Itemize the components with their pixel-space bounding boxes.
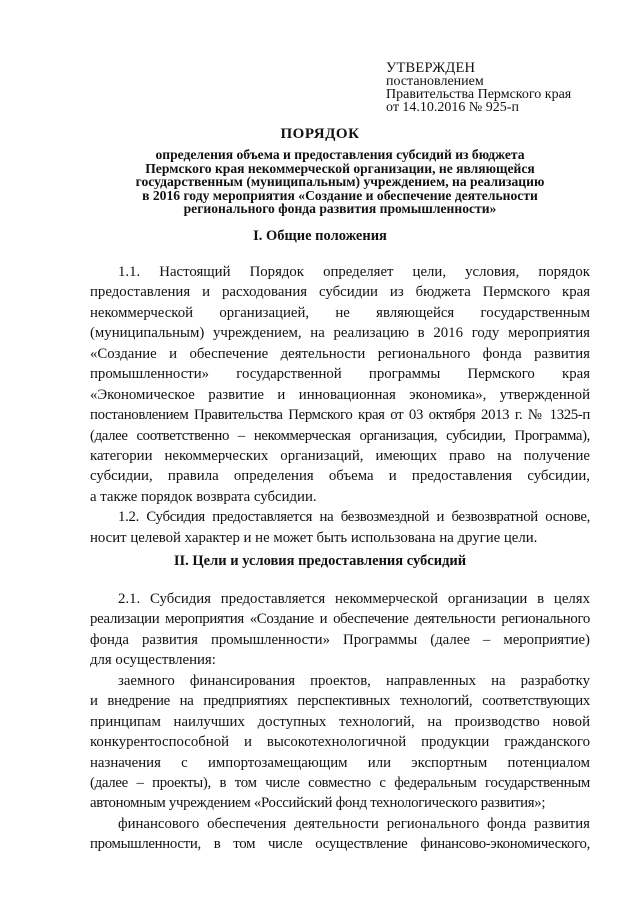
paragraph-line: промышленности» государственной программы Пермского края (90, 366, 590, 383)
paragraph-line: некоммерческой организацией, не являющейся государственным (90, 304, 590, 321)
subtitle-line: определения объема и предоставления субсидий из бюджета (155, 147, 525, 162)
subtitle-line: Пермского края некоммерческой организации, не являющейся (145, 160, 535, 176)
approval-line: от 14.10.2016 № 925-п (386, 100, 519, 115)
paragraph-line: категории некоммерческих организаций, имеющих право на получение (90, 447, 590, 464)
paragraph-line: заемного финансирования проектов, направленных на разработку (118, 672, 590, 689)
document-subtitle (90, 148, 590, 216)
subtitle-line: регионального фонда развития промышленности» (183, 201, 497, 217)
paragraph-line: для осуществления: (90, 652, 216, 669)
paragraph-line: конкурентоспособной и высокотехнологичной продукции гражданского (90, 734, 590, 751)
paragraph-line: предоставления и расходования субсидии из бюджета Пермского края (90, 284, 590, 301)
approval-stamp (386, 62, 571, 114)
paragraph-line: а также порядок возврата субсидии. (90, 488, 317, 505)
section-general-body (90, 262, 590, 548)
paragraph-line: назначения с импортозамещающим или экспортным потенциалом (90, 754, 590, 771)
subtitle-line: в 2016 году мероприятия «Создание и обеспечение деятельности (142, 187, 538, 203)
paragraph-line: (далее – проекты), в том числе совместно с федеральным государственным (90, 774, 590, 791)
paragraph-line: реализации мероприятия «Создание и обеспечение деятельности регионального (90, 611, 590, 628)
approval-title: УТВЕРЖДЕН (386, 60, 476, 76)
paragraph-line: носит целевой характер и не может быть использована на другие цели. (90, 529, 538, 546)
paragraph-line: принципам наилучших доступных технологий, на производство новой (90, 713, 590, 730)
paragraph-line: «Экономическое развитие и инновационная экономика», утвержденной (90, 386, 590, 403)
paragraph-line: промышленности, в том числе осуществление финансово-экономического, (90, 836, 590, 853)
paragraph-line: автономным учреждением «Российский фонд технологического развития»; (90, 795, 546, 812)
document-title: ПОРЯДОК (280, 126, 360, 142)
approval-line: постановлением (386, 74, 484, 89)
paragraph-line: (муниципальным) учреждением, на реализацию в 2016 году мероприятия (90, 325, 590, 342)
section-heading-general: I. Общие положения (253, 228, 387, 244)
paragraph-line: 2.1. Субсидия предоставляется некоммерческой организации в целях (118, 591, 590, 607)
paragraph-line: постановлением Правительства Пермского края от 03 октября 2013 г. № 1325-п (90, 407, 590, 424)
paragraph-line: финансового обеспечения деятельности регионального фонда развития (118, 815, 590, 832)
paragraph-line: «Создание и обеспечение деятельности регионального фонда развития (90, 345, 590, 362)
section-goals-body (90, 589, 590, 855)
section-heading-goals: II. Цели и условия предоставления субсидий (173, 553, 467, 569)
approval-line: Правительства Пермского края (386, 87, 572, 102)
paragraph-line: и внедрение на предприятиях перспективных технологий, соответствующих (90, 693, 590, 710)
paragraph-line: (далее соответственно – некоммерческая организация, субсидии, Программа), (90, 427, 590, 444)
paragraph-line: 1.2. Субсидия предоставляется на безвозмездной и безвозвратной основе, (118, 509, 590, 526)
paragraph-line: 1.1. Настоящий Порядок определяет цели, условия, порядок (118, 264, 590, 280)
paragraph-line: фонда развития промышленности» Программы (далее – мероприятие) (90, 631, 590, 648)
subtitle-line: государственным (муниципальным) учреждением, на реализацию (135, 174, 545, 190)
paragraph-line: субсидии, правила определения объема и предоставления субсидии, (90, 468, 590, 485)
